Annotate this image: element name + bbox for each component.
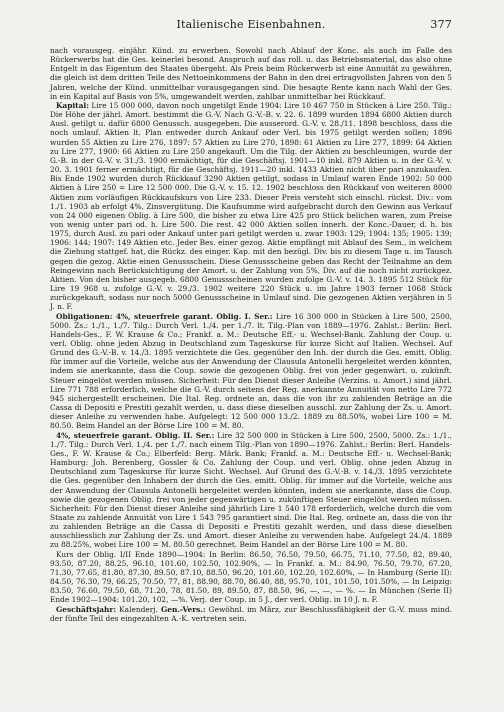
kapital-label: Kapital:: [56, 100, 89, 110]
page-body: [50, 46, 452, 623]
obligationen-1-label: Obligationen: 4%, steuerfreie garant. Oblig. I. Ser.:: [56, 311, 273, 321]
obligationen-2-text: Lire 32 500 000 in Stücken à Lire 500, 2500, 5000. Zs.: 1./1., 1./7. Tilg.: Durch Verl. 1./4. per 1./7. nach einem Tilg.-Plan von 1890—1976. Zahlst.: Berlin: Berl. Handels-Ges., F. W. Krause & Co.; Elberfeld: Berg. Märk. Bank; Frankf. a. M.: Deutsche Eff.- u. Wechsel-Bank; Hamburg: Joh. Berenberg, Gossler & Co. Zahlung der Coup. und verl. Oblig. ohne jeden Abzug in Deutschland zum Tageskurse für kurze Sicht. Wechsel. Auf Grund des G.-V.-B. v. 14./3. 1895 verzichtete die Ges. gegenüber den Inhabern der durch die Ges. emitt. Oblig. für immer auf die Vorteile, welche aus der Anwendung der Clausula Antonelli hergeleitet werden könnten, indem sie anerkannte, dass die Coup. sowie die gezogenen Oblig. frei von jeder gegenwärtigen u. zukünftigen Steuer eingelöst werden müssen. Sicherheit: Für den Dienst dieser Anleihe sind jährlich Lire 1 540 178 erforderlich, welche durch die vom Staate zu zahlende Annuität von Lire 1 543 795 garantiert sind. Die Ital. Reg. ordnete an, dass die von ihr zu zahlenden Beträge an die Cassa di Depositi e Prestiti gezahlt werden, und dass diese dieselben ausschliesslich zur Zahlung der Zs. und Amort. dieser Anleihe zu verwenden habe. Aufgelegt 24./4. 1889 zu 88.25%, wobei Lire 100 = M. 80.50 gerechnet. Beim Handel an der Börse Lire 100 = M. 80.: [50, 430, 453, 550]
page-number: 377: [430, 18, 452, 31]
running-header: [50, 18, 452, 36]
paragraph-geschaeftsjahr: [50, 605, 452, 623]
paragraph-concession: nach vorausgeg. einjähr. Künd. zu erwerben. Sowohl nach Ablauf der Konc. als auch im Falle des Rückerwerbs hat die Ges. keinerlei besond. Anspruch auf das roll. u. das Betriebsmaterial, das also ohne Entgelt in das Eigentum des Staates übergeht. Als Preis beim Rückerwerb ist eine Annuität zu gewähren, die gleich ist dem dritten Teile des Nettoeinkommens der Bahn in den drei ertragvollsten Jahren von den 5 Jahren, welche der Künd. unmittelbar vorausgegangen sind. Die besagte Rente kann nach Wahl der Ges. in ein Kapital auf Basis von 5%, umgewandelt werden, zahlbar unmittelbar bei Rückkauf.: [50, 46, 452, 101]
running-title: Italienische Eisenbahnen.: [176, 18, 326, 31]
obligationen-2-label: 4%, steuerfreie garant. Oblig. II. Ser.:: [56, 430, 215, 440]
gen-vers-label: Gen.-Vers.:: [160, 604, 206, 614]
obligationen-1-text: Lire 16 300 000 in Stücken à Lire 500, 2500, 5000. Zs.: 1./1., 1./7. Tilg.: Durch Verl. 1./4. per 1./7. lt. Tilg.-Plan von 1889—1976. Zahlst.: Berlin: Berl. Handels-Ges., F. W. Krause & Co.; Frankf. a. M.: Deutsche Eff.- u. Wechsel-Bank. Zahlung der Coup. u. verl. Oblig. ohne jeden Abzug in Deutschland zum Tageskurse für kurze Sicht auf Italien. Wechsel. Auf Grund des G.-V.-B. v. 14./3. 1895 verzichtete die Ges. gegenüber den Inh. der durch die Ges. emitt. Oblig. für immer auf die Vorteile, welche aus der Anwendung der Clausula Antonelli hergeleitet werden könnten, indem sie anerkannte, dass die Coup. sowie die gezogenen Oblig. frei von jeder gegenwärt. u. zukünft. Steuer eingelöst werden müssen. Sicherheit: Für den Dienst dieser Anleihe (Verzins. u. Amort.) sind jährl. Lire 771 788 erforderlich, welche die G.-V. durch seitens der Reg. anerkannte Annuität von netto Lire 772 945 sichergestellt erscheinen. Die Ital. Reg. ordnete an, dass die von ihr zu zahlenden Beträge an die Cassa di Depositi e Prestiti gezahlt werden, u. dass diese dieselben ausschl. zur Zahlung der Zs. u. Amort. dieser Anleihe zu verwenden habe. Aufgelegt: 12 500 000 13./2. 1889 zu 88.50%, wobei Lire 100 = M. 80.50. Beim Handel an der Börse Lire 100 = M. 80.: [50, 311, 452, 431]
paragraph-kapital: [50, 101, 452, 312]
geschaeftsjahr-text: Kalenderj.: [116, 604, 161, 614]
paragraph-obligationen-1: [50, 312, 452, 431]
gen-vers-text: Gewöhnl. im März, zur Beschlussfähigkeit der G.-V. muss mind. der fünfte Teil des eingezahlten A.-K. vertreten sein.: [50, 604, 452, 623]
paragraph-kurs: Kurs der Oblig. I/II Ende 1890—1904: In Berlin: 86.50, 76.50, 79.50, 66.75, 71.10, 77.50, 82, 89.40, 93.50, 87.20, 88.25, 96.10, 101.60, 102.50, 102.90%, — In Frankf. a. M.: 84.90, 76.50, 79.70, 67.20, 71.30, 77.65, 81.80, 87.30, 89.50, 87.10, 88.50, 96.20, 101.60, 102.20, 102.60%, — In Hamburg (Serie II): 84.50, 76.30, 79, 66.25, 70.50, 77, 81, 88.90, 88.70, 86.40, 88, 95.70, 101, 101.50, 101.50%, — In Leipzig: 83.50, 76.60, 79.50, 68, 71.20, 78, 81.50, 89, 89.50, 87, 88.50, 96, —, —, — %. — In München (Serie II) Ende 1902—1904: 101.20, 102, —%. Verj. der Coup. in 5 J., der verl. Oblig. in 10 J. n. F.: [50, 549, 452, 605]
kapital-text: Lire 15 000 000, davon noch ungetilgt Ende 1904: Lire 10 467 750 in Stücken à Lire 250. Tilg.: Die Höhe der jährl. Amort. bestimmt die G.-V. Nach G.-V.-B. v. 22. 6. 1899 wurden 1894 6800 Aktien durch Ausl. getilgt u. dafür 6800 Genussch. ausgegeben. Die ausserord. G.-V. v. 28./11. 1898 beschloss, dass die noch umlauf. Aktien lt. Plan entweder durch Ankauf oder Verl. bis 1975 getilgt werden sollen; 1896 wurden 55 Aktien zu Lire 276, 1897: 57 Aktien zu Lire 270, 1898: 61 Aktien zu Lire 277, 1899: 64 Aktien zu Lire 277, 1900: 66 Aktien zu Lire 250 angekauft. Um die Tilg. der Aktien zu beschleunigen, wurde der G.-B. in der G.-V. v. 31./3. 1900 ermächtigt, für die Geschäftsj. 1901—10 inkl. 879 Aktien u. in der G.-V. v. 20. 3. 1901 ferner ermächtigt, für die Geschäftsj. 1911—20 inkl. 1433 Aktien nicht über pari anzukaufen. Bis Ende 1902 wurden durch Rückkauf 3290 Aktien getilgt, sodass in Umlauf waren Ende 1902: 50 000 Aktien à Lire 250 = Lire 12 500 000. Die G.-V. v. 15. 12. 1902 beschloss den Rückkauf von weiteren 8000 Aktien zum vorläufigen Rückkaufskurs von Lire 233. Dieser Preis versteht sich einschl. rückst. Div.: vom 1./1. 1903 ab erfolgt 4%, Zinsvergütung. Die Kaufsumme wird aufgebracht durch den Gewinn aus Verkauf von 24 000 eigenen Oblig. à Lire 500, die bisher zu etwa Lire 425 pro Stück belichen waren, zum Preise von wenig unter pari od. h. Lire 500. Die rest. 42 000 Aktien sollen innerh. der Konc.-Dauer, d. h. bis 1975, durch Ausl. zu pari oder Ankauf unter pari getilgt werden u. zwar 1903: 129; 1904: 135; 1905: 139; 1906: 144; 1907: 149 Aktien etc. Jeder Bes. einer gezog. Aktie empfängt mit Ablauf des Sem., in welchem die Ziehung stattgef. hat, die Rückz. des einger. Kap. mit den bezügl. Div. bis zu diesem Tage u. im Tausch gegen die gezog. Aktie einen Genussschein. Diese Genussscheine geben das Recht der Teilnahme an dem Reingewinn nach Berücksichtigung der Amort. u. der Zahlung von 5%, Div. auf die noch nicht zurückgez. Aktien. Von den bisher ausgegeb. 6800 Genussscheinen wurden zufolge G.-V. v. 14. 3. 1895 512 Stück für Lire 19 968 u. zufolge G.-V. v. 29./3. 1902 weitere 220 Stück u. im Jahre 1903 ferner 1068 Stück zurückgekauft, sodass nur noch 5000 Genussscheine in Umlauf sind. Die gezogenen Aktien verjähren in 5 J. n. F.: [50, 100, 452, 312]
paragraph-obligationen-2: [50, 431, 452, 550]
geschaeftsjahr-label: Geschäftsjahr:: [56, 604, 117, 614]
